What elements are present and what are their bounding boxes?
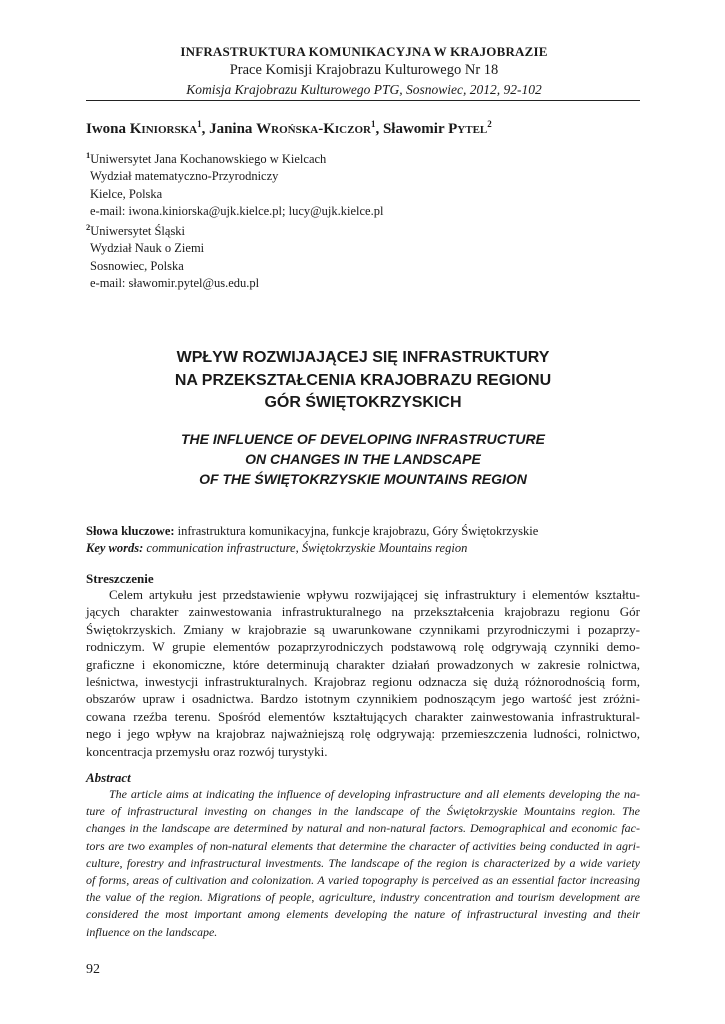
series-title: INFRASTRUKTURA KOMUNIKACYJNA W KRAJOBRAZIE	[180, 44, 548, 59]
title-polish	[86, 347, 640, 415]
body-line: graficzne i ekonomiczne, które determinują charakter działań prowadzonych w zakresie rolnictwa,	[86, 656, 640, 672]
streszczenie-body	[86, 586, 640, 760]
streszczenie-heading: Streszczenie	[86, 571, 154, 586]
affiliation-2	[86, 219, 259, 292]
title-line: OF THE ŚWIĘTOKRZYSKIE MOUNTAINS REGION	[199, 471, 527, 487]
title-english	[86, 429, 640, 489]
abstract-line: ture of infrastructural investing on changes in the landscape of the Świętokrzyskie Mountains region. The	[86, 804, 640, 819]
affiliation-line: Uniwersytet Śląski	[90, 224, 186, 239]
abstract-line: of forms, areas of cultivation and colonization. A varied topography is perceived as an essential factor increasing	[86, 872, 640, 887]
affiliation-line: Kielce, Polska	[90, 186, 163, 201]
body-line: Świętokrzyskich. Zmiany w krajobrazie są uwarunkowane czynnikami przyrodniczymi i pozaprzy-	[86, 621, 640, 637]
abstract-line: the value of the region. Migrations of people, agriculture, industry concentration and tourism development are	[86, 890, 640, 905]
affiliation-line: Wydział matematyczno-Przyrodniczy	[90, 169, 279, 184]
body-line: nego i jego wpływ na krajobraz najważniejszą rolę odgrywają: przemieszczenia ludności, rolnictwo,	[86, 726, 640, 742]
author-affiliation-mark: 2	[487, 119, 492, 129]
affiliation-email: e-mail: sławomir.pytel@us.edu.pl	[90, 275, 260, 290]
abstract-line: The article aims at indicating the influence of developing infrastructure and all elements developing the na-	[109, 787, 640, 801]
abstract-line: considered the most important among elements developing the nature of infrastructural investing and their	[86, 907, 640, 922]
affiliation-line: Sosnowiec, Polska	[90, 258, 184, 273]
body-line: rodniczym. W grupie elementów pozaprzyrodniczych podstawową rolę odgrywają czynniki demo-	[86, 639, 640, 655]
abstract-line: culture, forestry and infrastructural investments. The landscape of the region is characterized by a wide variety	[86, 855, 640, 870]
author-last-name: Kiniorska	[129, 121, 198, 137]
abstract-line: influence on the landscape.	[86, 924, 218, 939]
abstract-heading: Abstract	[86, 770, 131, 785]
author-list	[86, 119, 492, 138]
affiliation-line: Uniwersytet Jana Kochanowskiego w Kielcach	[90, 152, 327, 167]
author-last-name: Pytel	[448, 121, 488, 137]
keywords-text: infrastruktura komunikacyjna, funkcje krajobrazu, Góry Świętokrzyskie	[174, 524, 539, 538]
title-line: GÓR ŚWIĘTOKRZYSKICH	[264, 394, 462, 411]
body-line: leśnictwa, inwestycji infrastrukturalnych. Krajobraz regionu odznacza się dużą różnorodnością form,	[86, 673, 640, 689]
affiliation-mark: 1	[86, 150, 91, 160]
author-separator: ,	[201, 121, 210, 137]
author-first-name: Janina	[209, 121, 257, 137]
keywords-text: communication infrastructure, Świętokrzyskie Mountains region	[143, 541, 468, 555]
running-header	[168, 43, 560, 99]
title-line: THE INFLUENCE OF DEVELOPING INFRASTRUCTURE	[180, 431, 545, 447]
author-separator: ,	[375, 121, 383, 137]
keywords-english	[86, 540, 646, 557]
abstract-line: tors are two examples of non-natural elements that determine the character of activities being conducted in agri-	[86, 838, 640, 853]
author-first-name: Sławomir	[382, 121, 449, 137]
title-line: ON CHANGES IN THE LANDSCAPE	[245, 451, 481, 467]
keywords-label: Słowa kluczowe:	[86, 524, 175, 538]
author-last-name: Wrońska-Kiczor	[256, 121, 371, 137]
affiliation-line: Wydział Nauk o Ziemi	[90, 241, 205, 256]
journal-title: Prace Komisji Krajobrazu Kulturowego Nr 18	[229, 62, 499, 78]
publisher-line: Komisja Krajobrazu Kulturowego PTG, Sosnowiec, 2012, 92-102	[186, 82, 542, 97]
abstract-body	[86, 786, 640, 941]
title-line: WPŁYW ROZWIJAJĄCEJ SIĘ INFRASTRUKTURY	[176, 349, 550, 366]
header-rule	[86, 100, 640, 101]
body-line: jących charakter zainwestowania infrastrukturalnego na przekształcenia krajobrazu regionu Gór	[86, 604, 640, 620]
author-first-name: Iwona	[86, 121, 130, 137]
body-line: Celem artykułu jest przedstawienie wpływu rozwijającej się infrastruktury i elementów kształtu-	[109, 587, 640, 602]
body-line: cowana rzeźba terenu. Spośród elementów kształtujących charakter zainwestowania infrastruktural-	[86, 708, 640, 724]
affiliation-1	[86, 147, 383, 220]
keywords-polish	[86, 523, 646, 540]
keywords-label: Key words:	[86, 541, 144, 555]
author-affiliation-mark: 1	[197, 119, 202, 129]
body-line: obszarów upraw i osadnictwa. Bardzo istotnym czynnikiem podnoszącym jego wartość jest zróżni-	[86, 691, 640, 707]
page-number: 92	[86, 962, 100, 977]
title-line: NA PRZEKSZTAŁCENIA KRAJOBRAZU REGIONU	[174, 371, 552, 389]
abstract-line: changes in the landscape are determined by natural and non-natural factors. Demographical and economic fac-	[86, 821, 640, 836]
affiliation-mark: 2	[86, 222, 91, 232]
author-affiliation-mark: 1	[370, 119, 376, 129]
affiliation-email: e-mail: iwona.kiniorska@ujk.kielce.pl; lucy@ujk.kielce.pl	[90, 203, 384, 218]
body-line: koncentracja przemysłu oraz rozwój turystyki.	[86, 743, 328, 759]
